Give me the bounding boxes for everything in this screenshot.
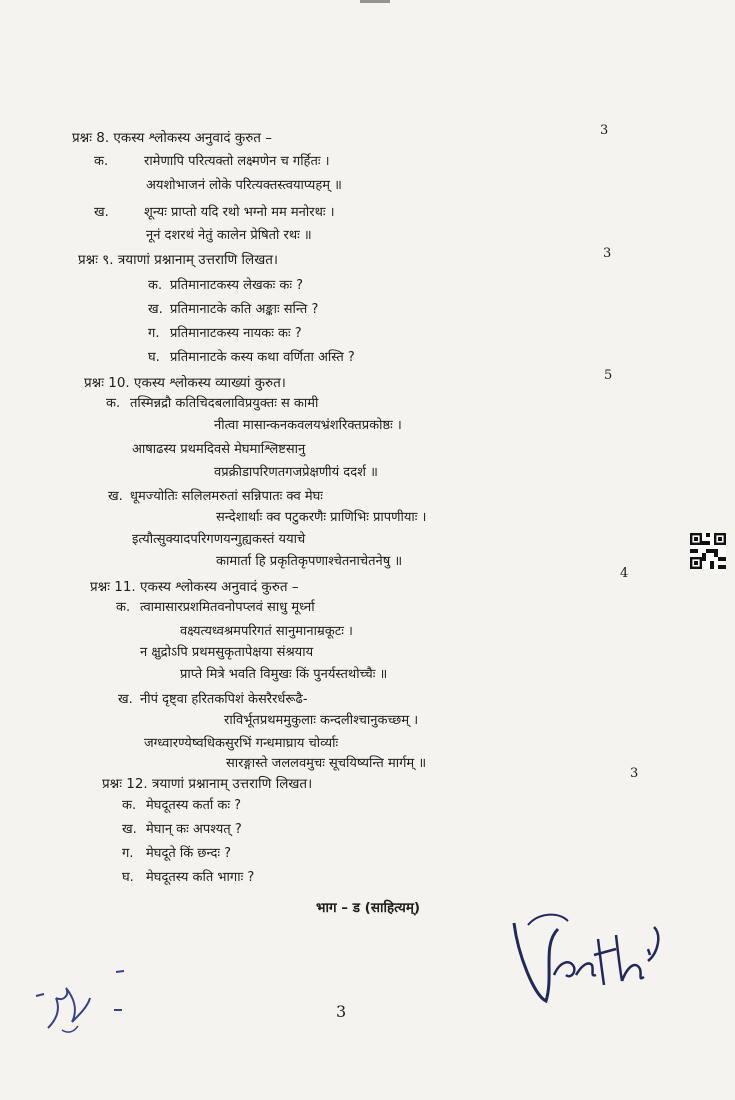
- question-8-heading: प्रश्नः 8. एकस्य श्लोकस्य अनुवादं कुरुत –: [72, 130, 273, 146]
- q9-item-label: क.: [148, 278, 163, 293]
- q11-item-line: त्वामासारप्रशमितवनोपप्लवं साधु मूर्ध्ना: [140, 600, 315, 615]
- q9-item-label: ग.: [148, 326, 160, 341]
- question-9-heading: प्रश्नः ९. त्रयाणां प्रश्नानाम् उत्तराणि लिखत।: [78, 252, 279, 268]
- question-11-heading: प्रश्नः 11. एकस्य श्लोकस्य अनुवादं कुरुत –: [90, 579, 299, 595]
- question-9-marks: 3: [603, 246, 612, 261]
- question-12-heading: प्रश्नः 12. त्रयाणां प्रश्नानाम् उत्तराणि लिखत।: [102, 776, 313, 792]
- q10-item-line: तस्मिन्नद्रौ कतिचिदबलाविप्रयुक्तः स कामी: [130, 396, 319, 411]
- q10-item-line: आषाढस्य प्रथमदिवसे मेघमाश्लिष्टसानु: [132, 442, 306, 457]
- section-heading: भाग – ड (साहित्यम्): [316, 900, 421, 916]
- q11-item-label: ख.: [118, 692, 133, 707]
- q12-item-label: क.: [122, 798, 137, 813]
- q8-item-line: रामेणापि परित्यक्तो लक्ष्मणेन च गर्हितः ।: [144, 154, 330, 169]
- q9-item-line: प्रतिमानाटके कस्य कथा वर्णिता अस्ति ?: [170, 350, 355, 365]
- q11-item-label: क.: [116, 600, 131, 615]
- q12-item-line: मेघदूते किं छन्दः ?: [146, 846, 232, 861]
- q11-item-line: वक्ष्यत्यध्वश्रमपरिगतं सानुमानाम्रकूटः ।: [180, 624, 353, 639]
- q12-item-label: ख.: [122, 822, 137, 837]
- q11-item-line: नीपं दृष्ट्वा हरितकपिशं केसरैरर्धरूढै-: [140, 692, 308, 707]
- q10-item-line: इत्यौत्सुक्यादपरिगणयन्गुह्यकस्तं ययाचे: [132, 532, 306, 547]
- q8-item-line: नूनं दशरथं नेतुं कालेन प्रेषितो रथः ॥: [146, 228, 312, 243]
- q8-item-label: ख.: [94, 205, 109, 220]
- question-8-marks: 3: [600, 123, 609, 138]
- handwritten-signature: [498, 905, 668, 1015]
- q9-item-label: घ.: [148, 350, 160, 365]
- q12-item-line: मेघान् कः अपश्यत् ?: [146, 822, 242, 837]
- q11-item-line: राविर्भूतप्रथममुकुलाः कन्दलीश्चानुकच्छम् ।: [224, 713, 419, 728]
- q9-item-line: प्रतिमानाटकस्य लेखकः कः ?: [170, 278, 303, 293]
- q8-item-line: शून्यः प्राप्तो यदि रथो भग्नो मम मनोरथः ।: [144, 205, 335, 220]
- q12-item-line: मेघदूतस्य कति भागाः ?: [146, 870, 255, 885]
- question-12-marks: 3: [630, 766, 639, 781]
- q9-item-line: प्रतिमानाटके कति अङ्काः सन्ति ?: [170, 302, 319, 317]
- question-10-heading: प्रश्नः 10. एकस्य श्लोकस्य व्याख्यां कुरुत।: [84, 375, 286, 391]
- q11-item-line: जग्ध्वारण्येष्वधिकसुरभिं गन्धमाघ्राय चोर्व्याः: [144, 736, 339, 751]
- q8-item-label: क.: [94, 154, 109, 169]
- top-scan-mark: [360, 0, 390, 3]
- q10-item-line: सन्देशार्थाः क्व पटुकरणैः प्राणिभिः प्रापणीयाः ।: [216, 510, 427, 525]
- q12-item-label: घ.: [122, 870, 134, 885]
- question-11-marks: 4: [620, 566, 629, 581]
- handwritten-initials-signature: [28, 958, 138, 1048]
- q10-item-line: वप्रक्रीडापरिणतगजप्रेक्षणीयं ददर्श ॥: [214, 465, 378, 480]
- q8-item-line: अयशोभाजनं लोके परित्यक्तस्त्वयाप्यहम् ॥: [146, 178, 342, 193]
- q9-item-label: ख.: [148, 302, 163, 317]
- q10-item-line: कामार्ता हि प्रकृतिकृपणाश्चेतनाचेतनेषु ॥: [216, 554, 403, 569]
- q11-item-line: न क्षुद्रोऽपि प्रथमसुकृतापेक्षया संश्रयाय: [140, 645, 314, 660]
- q10-item-label: क.: [106, 396, 121, 411]
- question-10-marks: 5: [604, 368, 613, 383]
- qr-code-icon: [690, 533, 726, 569]
- q10-item-line: धूमज्योतिः सलिलमरुतां सन्निपातः क्व मेघः: [130, 489, 323, 504]
- q12-item-label: ग.: [122, 846, 134, 861]
- q10-item-label: ख.: [108, 489, 123, 504]
- q10-item-line: नीत्वा मासान्कनकवलयभ्रंशरिक्तप्रकोष्ठः ।: [214, 418, 402, 433]
- q11-item-line: प्राप्ते मित्रे भवति विमुखः किं पुनर्यस्तथोच्चैः ॥: [180, 667, 388, 682]
- page-number: 3: [336, 1002, 347, 1021]
- q11-item-line: सारङ्गास्ते जललवमुचः सूचयिष्यन्ति मार्गम् ॥: [226, 756, 427, 771]
- q12-item-line: मेघदूतस्य कर्ता कः ?: [146, 798, 242, 813]
- q9-item-line: प्रतिमानाटकस्य नायकः कः ?: [170, 326, 302, 341]
